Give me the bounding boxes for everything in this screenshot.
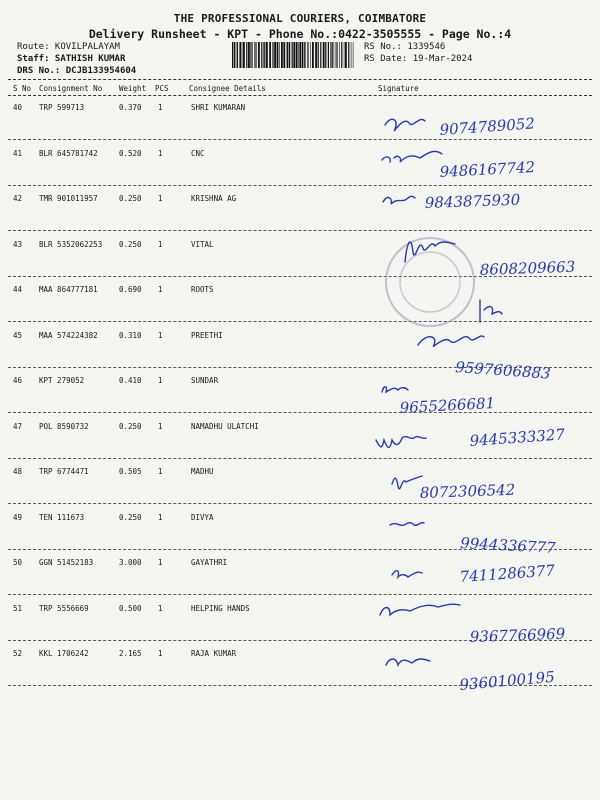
row-consignee: NAMADHU ULATCHI xyxy=(191,421,259,431)
signature-scribble xyxy=(382,387,408,392)
signature-phone: 9367766969 xyxy=(469,624,566,646)
row-pcs: 1 xyxy=(158,512,163,522)
signature-phone: 8072306542 xyxy=(419,480,516,502)
row-weight: 0.250 xyxy=(119,421,142,431)
rs-date: RS Date: 19-Mar-2024 xyxy=(364,54,473,64)
row-weight: 0.250 xyxy=(119,512,142,522)
signature-scribble xyxy=(386,659,430,665)
signature-scribble xyxy=(405,242,455,262)
row-consignee: ROOTS xyxy=(191,285,214,294)
row-weight: 3.000 xyxy=(119,558,142,567)
row-pcs: 1 xyxy=(158,239,163,249)
signature-phone: 9944336777 xyxy=(459,534,557,557)
rs-number: RS No.: 1339546 xyxy=(364,42,446,52)
row-weight: 0.310 xyxy=(119,330,142,340)
col-consignment: Consignment No xyxy=(39,84,103,93)
row-consignment-no: POL 8590732 xyxy=(39,421,89,431)
row-pcs: 1 xyxy=(158,103,163,112)
signature-scribble xyxy=(382,151,442,162)
row-consignee: VITAL xyxy=(191,239,214,249)
row-consignment-no: MAA 574224382 xyxy=(39,330,98,340)
row-sno: 47 xyxy=(13,421,23,431)
row-consignee: GAYATHRI xyxy=(191,558,228,567)
row-consignee: MADHU xyxy=(191,467,214,476)
row-consignee: RAJA KUMAR xyxy=(191,649,237,658)
row-consignment-no: TRP 6774471 xyxy=(39,467,89,476)
signature-phone: 9074789052 xyxy=(439,114,536,139)
col-weight: Weight xyxy=(119,84,147,93)
row-consignee: SHRI KUMARAN xyxy=(191,103,246,112)
row-consignment-no: KKL 1706242 xyxy=(39,649,89,658)
signature-scribble xyxy=(380,604,460,615)
signature-scribble xyxy=(418,336,484,346)
col-sno: S No xyxy=(13,84,32,93)
signature-phone: 9486167742 xyxy=(439,158,536,181)
signature-scribble xyxy=(385,119,425,131)
row-consignment-no: MAA 864777181 xyxy=(39,285,98,294)
row-consignment-no: TEN 111673 xyxy=(39,512,85,522)
signature-phone: 9360100195 xyxy=(458,667,556,694)
drs-label: DRS No.: DCJB133954604 xyxy=(17,66,137,76)
row-sno: 45 xyxy=(13,330,23,340)
row-pcs: 1 xyxy=(158,148,163,158)
row-consignment-no: KPT 279052 xyxy=(39,376,85,385)
row-consignee: CNC xyxy=(191,148,205,158)
row-sno: 46 xyxy=(13,376,23,385)
row-weight: 0.690 xyxy=(119,285,142,294)
row-sno: 48 xyxy=(13,467,23,476)
row-weight: 0.505 xyxy=(119,467,142,476)
row-sno: 49 xyxy=(13,512,23,522)
row-pcs: 1 xyxy=(158,285,163,294)
row-pcs: 1 xyxy=(158,421,163,431)
signature-phone: 9445333327 xyxy=(469,425,566,450)
signature-phone: 9843875930 xyxy=(424,190,521,212)
row-weight: 0.410 xyxy=(119,376,142,385)
signature-scribble xyxy=(392,476,422,489)
row-pcs: 1 xyxy=(158,330,163,340)
route-label: Route: KOVILPALAYAM xyxy=(17,42,120,52)
row-consignment-no: TRP 599713 xyxy=(39,103,85,112)
signature-scribble xyxy=(392,571,422,577)
row-weight: 0.250 xyxy=(119,239,142,249)
row-sno: 52 xyxy=(13,649,23,658)
col-signature: Signature xyxy=(378,84,419,93)
row-consignment-no: TRP 5556669 xyxy=(39,603,89,613)
row-consignment-no: GGN 51452183 xyxy=(39,558,94,567)
row-weight: 0.520 xyxy=(119,148,142,158)
row-pcs: 1 xyxy=(158,376,163,385)
row-sno: 51 xyxy=(13,603,23,613)
col-consignee: Consignee Details xyxy=(189,84,266,93)
row-weight: 0.500 xyxy=(119,603,142,613)
row-weight: 0.370 xyxy=(119,103,142,112)
row-sno: 40 xyxy=(13,103,23,112)
row-pcs: 1 xyxy=(158,603,163,613)
signature-scribble xyxy=(480,300,502,322)
staff-label: Staff: SATHISH KUMAR xyxy=(17,54,126,64)
row-consignee: HELPING HANDS xyxy=(191,603,250,613)
row-weight: 0.250 xyxy=(119,194,142,203)
row-consignee: SUNDAR xyxy=(191,376,219,385)
signature-scribble xyxy=(390,523,424,526)
row-consignment-no: BLR 5352062253 xyxy=(39,239,103,249)
row-pcs: 1 xyxy=(158,194,163,203)
row-sno: 41 xyxy=(13,148,23,158)
signature-phone: 8608209663 xyxy=(479,257,576,279)
row-sno: 43 xyxy=(13,239,23,249)
row-pcs: 1 xyxy=(158,649,163,658)
row-sno: 42 xyxy=(13,194,23,203)
document-subtitle: Delivery Runsheet - KPT - Phone No.:0422-3505555 - Page No.:4 xyxy=(88,27,512,41)
row-pcs: 1 xyxy=(158,558,163,567)
row-consignment-no: BLR 645781742 xyxy=(39,148,98,158)
signature-phone: 9655266681 xyxy=(399,394,496,417)
row-consignee: PREETHI xyxy=(191,330,223,340)
signature-scribble xyxy=(383,196,415,204)
row-sno: 50 xyxy=(13,558,23,567)
row-sno: 44 xyxy=(13,285,23,294)
signature-phone: 9597606883 xyxy=(454,358,552,383)
row-consignee: DIVYA xyxy=(191,512,214,522)
col-pcs: PCS xyxy=(155,84,169,93)
signature-phone: 7411286377 xyxy=(459,561,556,586)
row-consignment-no: TMR 901011957 xyxy=(39,194,98,203)
row-weight: 2.165 xyxy=(119,649,142,658)
signature-scribble xyxy=(376,437,426,448)
document-title: THE PROFESSIONAL COURIERS, COIMBATORE xyxy=(173,12,427,25)
row-pcs: 1 xyxy=(158,467,163,476)
row-consignee: KRISHNA AG xyxy=(191,194,237,203)
